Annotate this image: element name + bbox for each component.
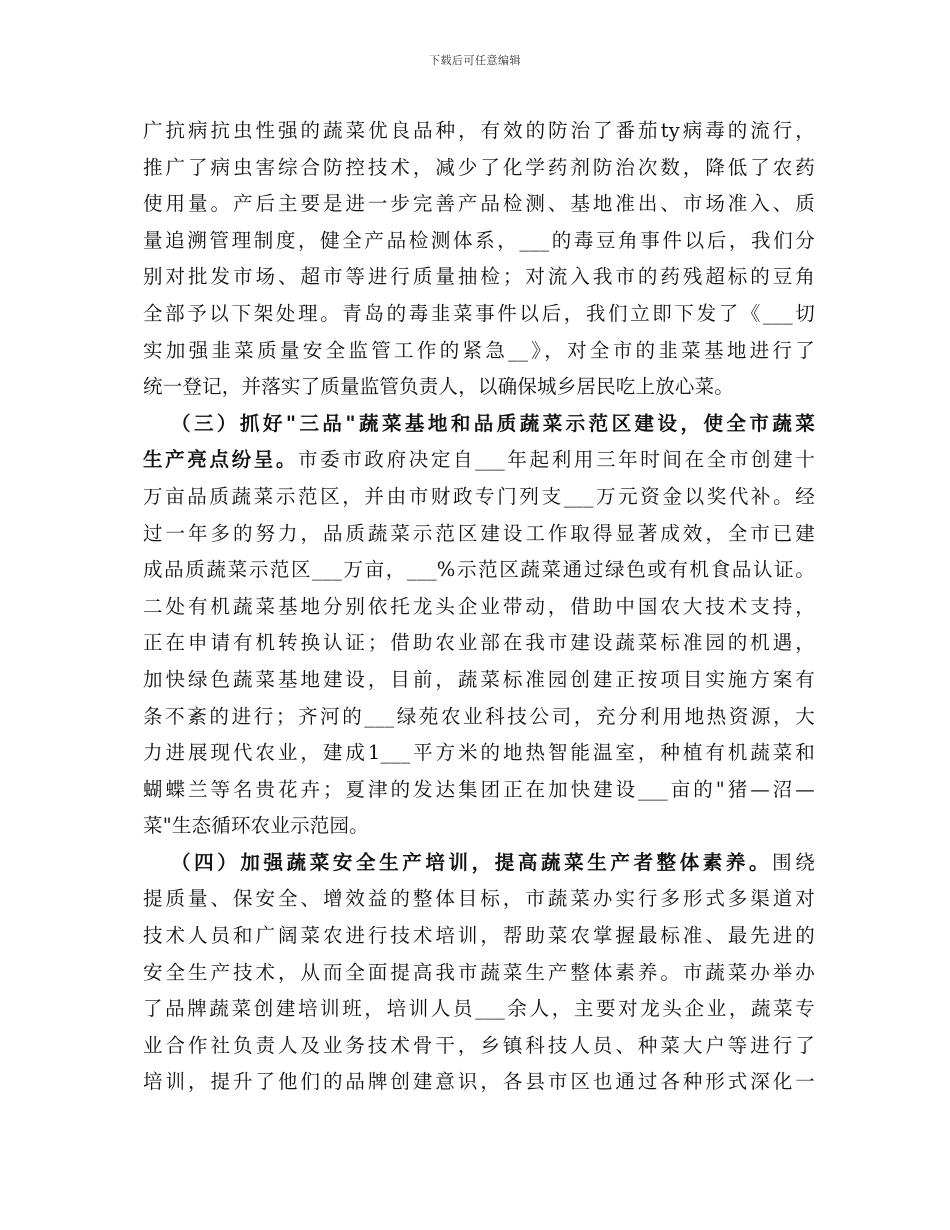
text-line: 二处有机蔬菜基地分别依托龙头企业带动，借助中国农大技术支持， xyxy=(143,594,815,618)
text-line: 万亩品质蔬菜示范区，并由市财政专门列支___万元资金以奖代补。经 xyxy=(143,484,815,508)
text-line: 推广了病虫害综合防控技术，减少了化学药剂防治次数，降低了农药 xyxy=(143,155,815,179)
text-line: 使用量。产后主要是进一步完善产品检测、基地准出、市场准入、质 xyxy=(143,192,815,216)
text-line: 正在申请有机转换认证；借助农业部在我市建设蔬菜标准园的机遇， xyxy=(143,631,815,655)
text-line: 量追溯管理制度，健全产品检测体系，___的毒豆角事件以后，我们分 xyxy=(143,228,815,252)
text-line: 力进展现代农业，建成1___平方米的地热智能温室，种植有机蔬菜和 xyxy=(143,741,815,765)
text-line: 提质量、保安全、增效益的整体目标，市蔬菜办实行多形式多渠道对 xyxy=(143,887,815,911)
text-line: 成品质蔬菜示范区___万亩，___%示范区蔬菜通过绿色或有机食品认证。 xyxy=(143,558,815,582)
text-line: 生产亮点纷呈。市委市政府决定自___年起利用三年时间在全市创建十 xyxy=(143,448,815,472)
section-heading-4: （四）加强蔬菜安全生产培训，提高蔬菜生产者整体素养。 xyxy=(171,850,773,874)
text-line: 统一登记，并落实了质量监管负责人，以确保城乡居民吃上放心菜。 xyxy=(143,375,735,399)
section-heading-3: （三）抓好"三品"蔬菜基地和品质蔬菜示范区建设，使全市蔬菜 xyxy=(171,411,815,435)
text-line: 安全生产技术，从而全面提高我市蔬菜生产整体素养。市蔬菜办举办 xyxy=(143,960,815,984)
text-line: 了品牌蔬菜创建培训班，培训人员___余人，主要对龙头企业，蔬菜专 xyxy=(143,997,815,1021)
text-line: 菜"生态循环农业示范园。 xyxy=(143,814,369,838)
text-line: 广抗病抗虫性强的蔬菜优良品种，有效的防治了番茄ty病毒的流行， xyxy=(143,119,815,142)
text-line: 业合作社负责人及业务技术骨干，乡镇科技人员、种菜大户等进行了 xyxy=(143,1033,815,1057)
page-header: 下载后可任意编辑 xyxy=(429,54,521,67)
text-line: 培训，提升了他们的品牌创建意识，各县市区也通过各种形式深化一 xyxy=(143,1070,815,1094)
text-line: 加快绿色蔬菜基地建设，目前，蔬菜标准园创建正按项目实施方案有 xyxy=(143,667,815,691)
text-line: 过一年多的努力，品质蔬菜示范区建设工作取得显著成效，全市已建 xyxy=(143,521,815,545)
text-line: （四）加强蔬菜安全生产培训，提高蔬菜生产者整体素养。围绕 xyxy=(171,850,815,874)
section-heading-3-tail: 生产亮点纷呈。 xyxy=(143,448,298,472)
text-line: 技术人员和广阔菜农进行技术培训，帮助菜农掌握最标准、最先进的 xyxy=(143,924,815,948)
text-line: 别对批发市场、超市等进行质量抽检；对流入我市的药残超标的豆角 xyxy=(143,265,815,289)
text-line: 实加强韭菜质量安全监管工作的紧急__》，对全市的韭菜基地进行了 xyxy=(143,338,815,362)
document-body xyxy=(143,113,815,1101)
text-line: 蝴蝶兰等名贵花卉；夏津的发达集团正在加快建设___亩的"猪—沼— xyxy=(143,777,815,801)
text-line: 全部予以下架处理。青岛的毒韭菜事件以后，我们立即下发了《___切 xyxy=(143,301,815,325)
text-line: 条不紊的进行；齐河的___绿苑农业科技公司，充分利用地热资源，大 xyxy=(143,704,815,728)
